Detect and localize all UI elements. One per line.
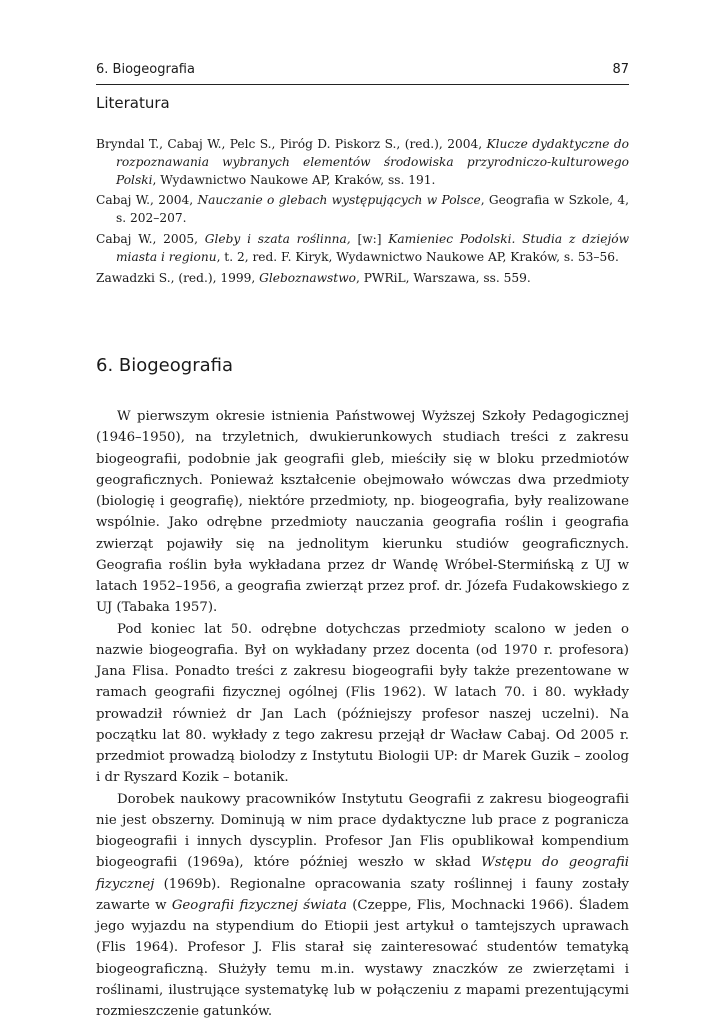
literature-heading: Literatura [96,94,170,112]
section-heading: 6. Biogeografia [96,355,233,376]
reference-title: Gleboznawstwo [259,270,356,285]
reference-title: Nauczanie o glebach występujących w Polsce [197,193,481,208]
body-paragraph [96,406,629,619]
reference-item [96,192,629,228]
running-header [96,62,629,84]
paragraph-text: Dorobek naukowy pracowników Instytutu Geografii z zakresu biogeografii nie jest obszerny. Dominują w nim prace dydaktyczne lub prace z pogranicza biogeografii i innych dyscyplin. Profesor Jan Flis opublikował kompendium biogeografii (1969a), które później weszło w skład [96,791,629,871]
reference-title: Gleby i szata roślinna, [204,231,351,246]
reference-item [96,270,629,288]
paragraph-text: (1969b). Regionalne opracowania szaty roślinnej i fauny zostały zawarte w [96,876,629,913]
reference-item [96,136,629,189]
paragraph-italic: Wstępu do geografii fizycznej [96,855,629,892]
reference-text: Bryndal T., Cabaj W., Pelc S., Piróg D. Piskorz S., (red.), 2004, [96,137,487,151]
section-body [96,406,629,1022]
reference-text: [w:] [350,231,389,246]
reference-title: Klucze dydaktyczne do rozpoznawania wybranych elementów środowiska przyrodniczo-kulturowego Polski [116,137,629,187]
paragraph-text: W pierwszym okresie istnienia Państwowej Wyższej Szkoły Pedagogicznej (1946–1950), na trzyletnich, dwukierunkowych studiach treści z zakresu biogeografii, podobnie jak geografii gleb, mieściły się w bloku przedmiotów geograficznych. Ponieważ kształcenie obejmowało wówczas dwa przedmioty (biologię i geografię), niektóre przedmioty, np. biogeografia, były realizowane wspólnie. Jako odrębne przedmioty nauczania geografia roślin i geografia zwierząt pojawiły się na jednolitym kierunku studiów geograficznych. Geografia roślin była wykładana przez dr Wandę Wróbel-Stermińską z UJ w latach 1952–1956, a geografia zwierząt przez prof. dr. Józefa Fudakowskiego z UJ (Tabaka 1957). [96,409,629,616]
body-paragraph [96,619,629,789]
reference-text: Cabaj W., 2004, [96,193,198,208]
paragraph-italic: Geografii fizycznej świata [171,897,347,913]
reference-text: Zawadzki S., (red.), 1999, [96,270,260,285]
reference-title: Kamieniec Podolski. Studia z dziejów miasta i regionu [116,231,630,264]
body-paragraph [96,789,629,1023]
page [96,0,629,1024]
header-rule [96,84,629,85]
paragraph-text: (Czeppe, Flis, Mochnacki 1966). Śladem jego wyjazdu na stypendium do Etiopii jest artykuł o tamtejszych uprawach (Flis 1964). Profesor J. Flis starał się zainteresować studentów tematyką biogeograficzną. Służyły temu m.in. wystawy znaczków ze zwierzętami i roślinami, ilustrujące systematykę lub w połączeniu z mapami prezentującymi rozmieszczenie gatunków. [96,897,629,1019]
reference-text: , Wydawnictwo Naukowe AP, Kraków, ss. 191. [152,172,436,187]
reference-text: Cabaj W., 2005, [96,231,205,246]
reference-list [96,136,629,290]
page-number: 87 [612,62,629,77]
paragraph-text: Pod koniec lat 50. odrębne dotychczas przedmioty scalono w jeden o nazwie biogeografia. Był on wykładany przez docenta (od 1970 r. profesora) Jana Flisa. Ponadto treści z zakresu biogeografii były także prezentowane w ramach geografii fizycznej ogólnej (Flis 1962). W latach 70. i 80. wykłady prowadził również dr Jan Lach (późniejszy profesor naszej uczelni). Na początku lat 80. wykłady z tego zakresu przejął dr Wacław Cabaj. Od 2005 r. przedmiot prowadzą biolodzy z Instytutu Biologii UP: dr Marek Guzik – zoolog i dr Ryszard Kozik – botanik. [96,621,629,786]
running-header-section: 6. Biogeografia [96,62,195,77]
reference-text: , Geografia w Szkole, 4, s. 202–207. [116,193,630,226]
reference-item [96,231,629,267]
reference-text: , t. 2, red. F. Kiryk, Wydawnictwo Naukowe AP, Kraków, s. 53–56. [216,249,619,264]
reference-text: , PWRiL, Warszawa, ss. 559. [355,270,531,285]
